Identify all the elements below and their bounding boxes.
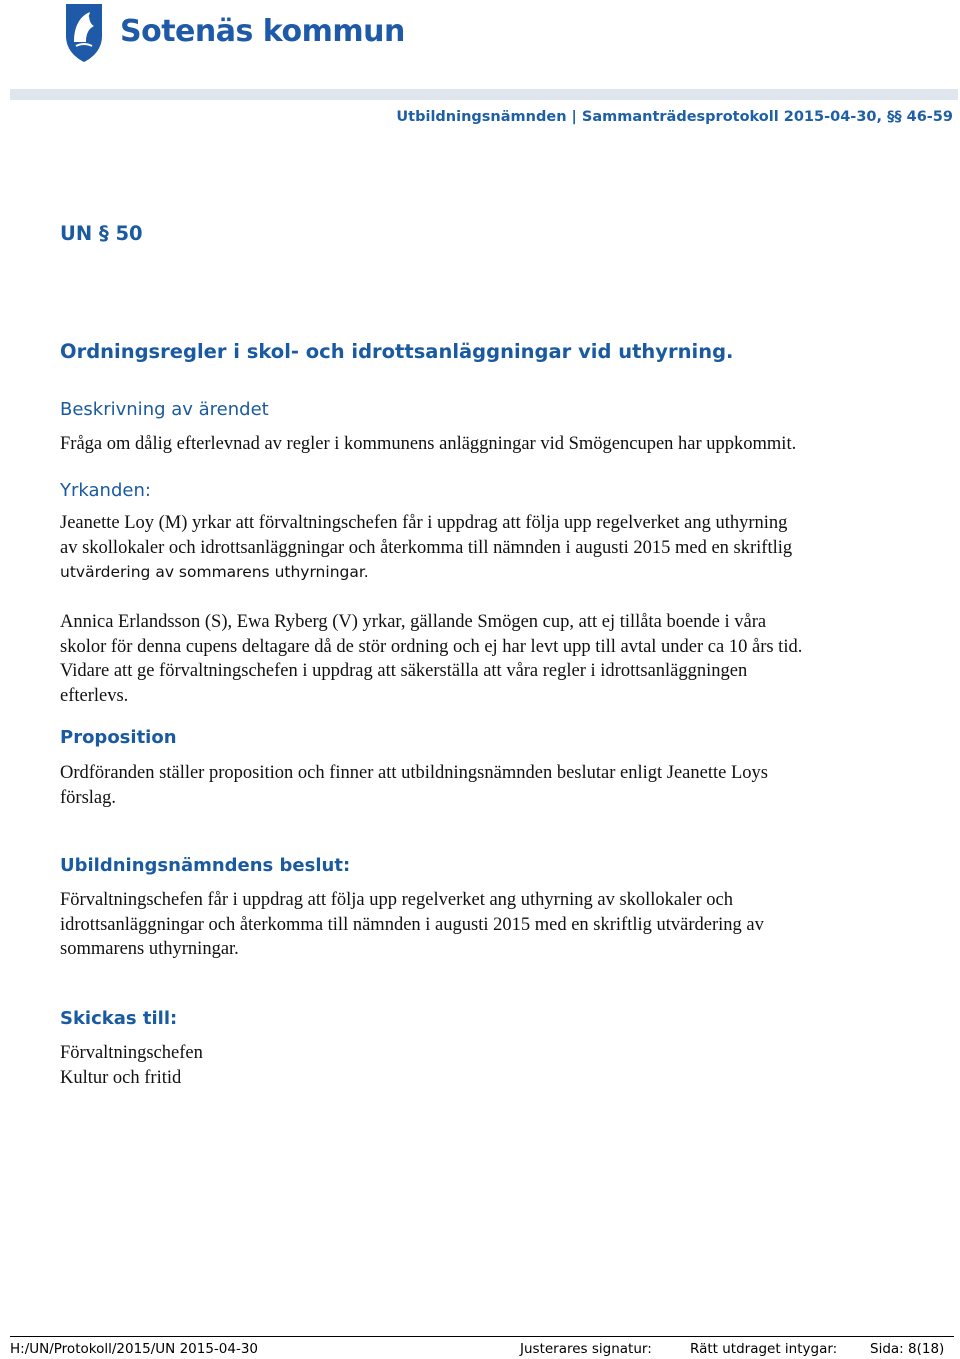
text-line: Vidare att ge förvaltningschefen i uppdrag att säkerställa att våra regler i idrottsanläggningen	[60, 661, 748, 681]
proposition-heading: Proposition	[60, 727, 177, 748]
text-line: Förvaltningschefen får i uppdrag att följa upp regelverket ang uthyrning av skollokaler och	[60, 890, 733, 910]
beskrivning-heading: Beskrivning av ärendet	[60, 399, 269, 420]
recipient-list	[60, 1041, 940, 1090]
text-line: utvärdering av sommarens uthyrningar.	[60, 563, 369, 581]
text-line: Annica Erlandsson (S), Ewa Ryberg (V) yrkar, gällande Smögen cup, att ej tillåta boende i våra	[60, 612, 767, 632]
text-line: Jeanette Loy (M) yrkar att förvaltningschefen får i uppdrag att följa upp regelverket ang uthyrning	[60, 513, 788, 533]
logo-text: Sotenäs kommun	[120, 14, 405, 49]
municipal-crest-icon	[60, 2, 108, 64]
text-line: sommarens uthyrningar.	[60, 939, 239, 959]
file-path: H:/UN/Protokoll/2015/UN 2015-04-30	[10, 1341, 259, 1357]
page-footer	[10, 1336, 954, 1359]
skickas-heading: Skickas till:	[60, 1008, 178, 1029]
header-bar	[10, 89, 958, 100]
recipient: Förvaltningschefen	[60, 1043, 203, 1063]
proposition-text	[60, 761, 940, 810]
municipality-logo	[56, 0, 405, 72]
yrkanden-heading: Yrkanden:	[60, 480, 151, 501]
yrkande-paragraph-1	[60, 511, 940, 585]
beslut-heading: Ubildningsnämndens beslut:	[60, 855, 351, 876]
text-line: Ordföranden ställer proposition och finner att utbildningsnämnden beslutar enligt Jeanette Loys	[60, 763, 768, 783]
protocol-header: Utbildningsnämnden | Sammanträdesprotokoll 2015-04-30, §§ 46-59	[396, 109, 953, 125]
text-line: av skollokaler och idrottsanläggningar och återkomma till nämnden i augusti 2015 med en skriftlig	[60, 537, 793, 558]
yrkande-paragraph-2	[60, 610, 940, 708]
document-title: Ordningsregler i skol- och idrottsanläggningar vid uthyrning.	[60, 340, 734, 363]
section-id: UN § 50	[60, 222, 143, 245]
text-line: idrottsanläggningar och återkomma till nämnden i augusti 2015 med en skriftlig utvärdering av	[60, 914, 764, 935]
recipient: Kultur och fritid	[60, 1067, 182, 1088]
beskrivning-text: Fråga om dålig efterlevnad av regler i kommunens anläggningar vid Smögencupen har uppkommit.	[60, 434, 797, 454]
page-number: Sida: 8(18)	[870, 1341, 945, 1357]
text-line: förslag.	[60, 787, 116, 808]
text-line: skolor för denna cupens deltagare då de stör ordning och ej har levt upp till avtal under ca 10 års tid.	[60, 636, 803, 657]
beslut-text	[60, 888, 940, 962]
justerares-signatur: Justerares signatur:	[520, 1341, 652, 1357]
ratt-utdraget: Rätt utdraget intygar:	[690, 1341, 838, 1357]
text-line: efterlevs.	[60, 685, 129, 706]
